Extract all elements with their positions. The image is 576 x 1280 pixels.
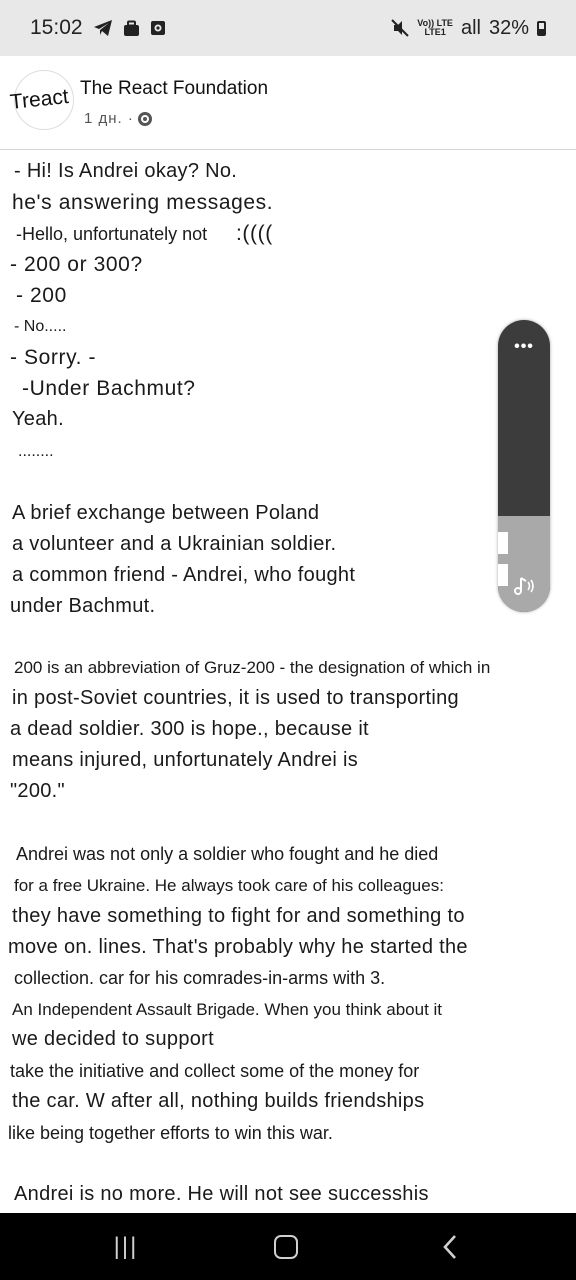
status-bar xyxy=(0,0,576,56)
globe-icon xyxy=(138,112,152,126)
status-time: 15:02 xyxy=(30,16,83,39)
page-name[interactable]: The React Foundation xyxy=(80,78,269,99)
post-header xyxy=(0,56,576,150)
body-line: - 200 xyxy=(16,284,67,307)
status-right xyxy=(391,17,546,40)
body-line: collection. car for his comrades-in-arms with 3. xyxy=(14,968,386,988)
post-meta xyxy=(84,110,152,127)
body-line: -Hello, unfortunately not xyxy=(16,224,208,244)
body-line: - No..... xyxy=(14,318,67,335)
body-line: like being together efforts to win this war. xyxy=(8,1123,333,1143)
body-line: for a free Ukraine. He always took care of his colleagues: xyxy=(14,876,444,895)
network-indicator xyxy=(417,19,453,37)
battery-percent: 32% xyxy=(488,16,529,39)
body-line: a dead soldier. 300 is hope., because it xyxy=(10,718,369,740)
body-line: a volunteer and a Ukrainian soldier. xyxy=(12,533,337,555)
home-icon[interactable] xyxy=(256,1213,316,1280)
body-line: - Hi! Is Andrei okay? No. xyxy=(14,160,238,182)
body-line: ........ xyxy=(18,443,54,460)
media-scroll-widget[interactable] xyxy=(498,320,550,612)
body-line: Andrei was not only a soldier who fought and he died xyxy=(16,844,439,864)
body-line: Yeah. xyxy=(12,408,64,430)
post-body xyxy=(0,150,576,1213)
telegram-icon xyxy=(93,19,113,37)
media-control[interactable] xyxy=(498,516,550,612)
body-line: they have something to fight for and something to xyxy=(12,905,465,927)
body-line: move on. lines. That's probably why he started the xyxy=(8,936,468,958)
network-line2: LTE1 xyxy=(424,27,446,37)
body-line: Andrei is no more. He will not see successhis xyxy=(14,1183,429,1205)
avatar[interactable] xyxy=(8,70,74,130)
avatar-text: Treact xyxy=(8,84,70,115)
navigation-bar xyxy=(0,1213,576,1280)
body-line: the car. W after all, nothing builds friendships xyxy=(12,1090,425,1112)
body-line: he's answering messages. xyxy=(12,191,274,214)
body-line: An Independent Assault Brigade. When you think about it xyxy=(12,1000,443,1019)
back-icon[interactable] xyxy=(420,1213,480,1280)
signal-label: all xyxy=(460,16,481,39)
body-line: under Bachmut. xyxy=(10,595,156,617)
body-line: - Sorry. - xyxy=(10,346,97,369)
post-time: 1 дн. · xyxy=(84,110,134,127)
body-line: we decided to support xyxy=(12,1028,214,1050)
body-line: A brief exchange between Poland xyxy=(12,502,320,524)
square-app-icon xyxy=(150,20,166,36)
body-line: :(((( xyxy=(236,222,273,245)
body-line: take the initiative and collect some of the money for xyxy=(10,1061,420,1081)
body-line: 200 is an abbreviation of Gruz-200 - the designation of which in xyxy=(14,658,491,677)
mute-icon xyxy=(391,19,409,37)
body-line: "200." xyxy=(10,780,65,802)
body-line: a common friend - Andrei, who fought xyxy=(12,564,356,586)
body-line: in post-Soviet countries, it is used to transporting xyxy=(12,687,459,709)
briefcase-icon xyxy=(123,20,140,37)
status-left xyxy=(30,16,166,40)
widget-notch xyxy=(498,564,508,586)
network-line1: Vo)) LTE xyxy=(417,18,453,28)
recents-icon[interactable]: ||| xyxy=(113,1232,139,1260)
body-line: means injured, unfortunately Andrei is xyxy=(12,749,359,771)
music-note-icon[interactable] xyxy=(512,574,536,604)
widget-notch xyxy=(498,532,508,554)
body-line: -Under Bachmut? xyxy=(22,377,196,400)
battery-icon xyxy=(537,21,546,36)
body-line: - 200 or 300? xyxy=(10,253,143,276)
more-options-icon[interactable]: ••• xyxy=(514,338,534,355)
